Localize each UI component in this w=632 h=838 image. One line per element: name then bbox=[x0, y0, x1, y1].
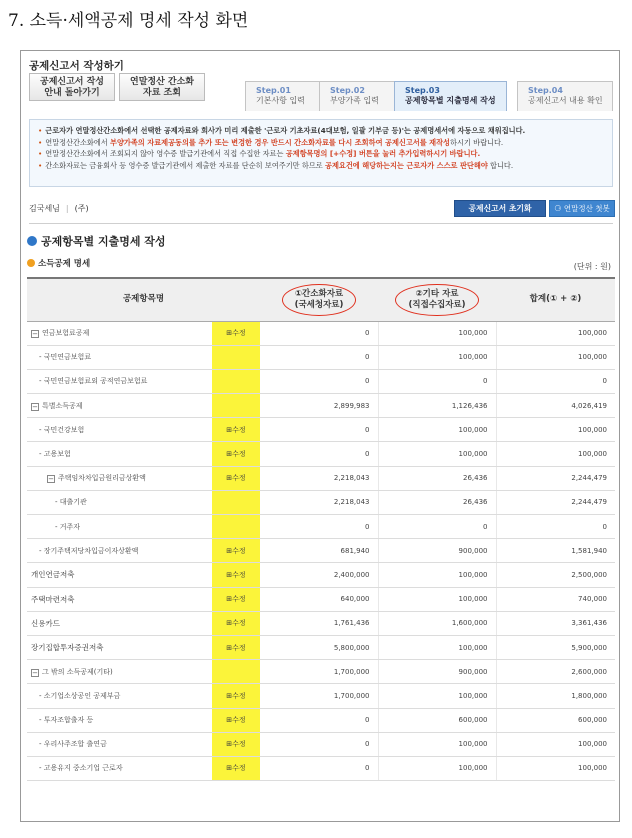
deduction-item-label: - 고용보험 bbox=[39, 450, 71, 459]
table-row bbox=[27, 684, 615, 708]
edit-cell bbox=[212, 660, 260, 684]
deduction-item-label: - 우리사주조합 출연금 bbox=[39, 740, 107, 749]
year-end-settlement-button[interactable] bbox=[549, 200, 615, 217]
guide-back-button[interactable] bbox=[29, 73, 115, 101]
collapse-icon[interactable]: − bbox=[32, 402, 38, 411]
edit-button[interactable]: ⊞수정 bbox=[226, 546, 246, 555]
guide-back-label-2: 안내 돌아가기 bbox=[44, 88, 100, 98]
simplified-query-label-1: 연말정산 간소화 bbox=[130, 77, 194, 87]
nts-amount: 0 bbox=[260, 732, 378, 756]
edit-cell bbox=[212, 563, 260, 587]
search-icon: ⚆ bbox=[554, 204, 562, 213]
edit-cell bbox=[212, 369, 260, 393]
table-header-row bbox=[27, 278, 615, 321]
total-amount: 2,500,000 bbox=[496, 563, 615, 587]
other-amount: 1,126,436 bbox=[378, 394, 496, 418]
notice-text: 합니다. bbox=[487, 160, 514, 170]
hometax-window bbox=[20, 50, 620, 822]
page-title: 공제신고서 작성하기 bbox=[29, 60, 124, 72]
header-other-data bbox=[378, 278, 496, 321]
nts-amount: 0 bbox=[260, 708, 378, 732]
nts-amount: 681,940 bbox=[260, 539, 378, 563]
notice-line: • 연말정산간소화에서 조회되지 않아 영수증 발급기관에서 직접 수집한 자료는 공제항목명의 [+수정] 버튼을 눌러 추가입력하시기 바랍니다. bbox=[38, 149, 481, 158]
total-amount: 740,000 bbox=[496, 587, 615, 611]
notice-emphasis: 부양가족의 자료제공동의를 추가 또는 변경한 경우 반드시 간소화자료를 다시 조회하여 공제신고서를 재작성 bbox=[110, 137, 451, 147]
deduction-item-label: - 고용유지 중소기업 근로자 bbox=[39, 764, 123, 773]
table-row bbox=[27, 394, 615, 418]
other-amount: 100,000 bbox=[378, 345, 496, 369]
notice-text: 연말정산간소화에서 조회되지 않아 영수증 발급기관에서 직접 수집한 자료는 bbox=[45, 149, 286, 158]
bullet-icon bbox=[27, 236, 37, 246]
table-row bbox=[27, 418, 615, 442]
total-amount: 1,581,940 bbox=[496, 539, 615, 563]
header-total: 합계(① + ②) bbox=[496, 278, 615, 321]
header-item-name: 공제항목명 bbox=[27, 278, 260, 321]
edit-button[interactable]: ⊞수정 bbox=[226, 450, 246, 459]
step-4-label: 공제신고서 내용 확인 bbox=[528, 96, 603, 105]
other-amount: 900,000 bbox=[378, 539, 496, 563]
table-row bbox=[27, 756, 615, 780]
total-amount: 4,026,419 bbox=[496, 394, 615, 418]
edit-cell bbox=[212, 490, 260, 514]
other-amount: 1,600,000 bbox=[378, 611, 496, 635]
edit-cell bbox=[212, 394, 260, 418]
table-row bbox=[27, 539, 615, 563]
step-1-label: 기본사항 입력 bbox=[256, 96, 305, 105]
section-title-text: 공제항목별 지출명세 작성 bbox=[41, 235, 166, 248]
notice-text: 하시기 바랍니다. bbox=[450, 137, 504, 147]
deduction-item-label: - 소기업소상공인 공제부금 bbox=[39, 691, 121, 700]
other-amount: 100,000 bbox=[378, 563, 496, 587]
total-amount: 100,000 bbox=[496, 418, 615, 442]
other-amount: 100,000 bbox=[378, 635, 496, 659]
edit-button[interactable]: ⊞수정 bbox=[226, 764, 246, 773]
table-row bbox=[27, 466, 615, 490]
divider bbox=[29, 223, 613, 224]
reset-form-button[interactable]: 공제신고서 초기화 bbox=[454, 200, 546, 217]
edit-cell bbox=[212, 442, 260, 466]
notice-text: 연말정산간소화에서 bbox=[45, 137, 111, 147]
deduction-item-name bbox=[27, 635, 212, 659]
edit-cell bbox=[212, 611, 260, 635]
nts-amount: 2,400,000 bbox=[260, 563, 378, 587]
notice-text: 근로자가 연말정산간소화에서 선택한 공제자료와 회사가 미리 제출한 '근로자 기초자료(4대보험, 일괄 기부금 등)'는 공제명세서에 자동으로 채워집니다. bbox=[45, 126, 526, 135]
edit-button[interactable]: ⊞수정 bbox=[226, 691, 246, 700]
deduction-item-name bbox=[27, 418, 212, 442]
nts-amount: 640,000 bbox=[260, 587, 378, 611]
step-tab-4[interactable] bbox=[517, 81, 613, 111]
deduction-item-label: - 장기주택저당차입금이자상환액 bbox=[39, 546, 139, 555]
simplified-data-query-button[interactable] bbox=[119, 73, 205, 101]
deduction-item-label: - 국민건강보험 bbox=[39, 425, 85, 434]
table-row bbox=[27, 442, 615, 466]
edit-button[interactable]: ⊞수정 bbox=[226, 740, 246, 749]
edit-button[interactable]: ⊞수정 bbox=[226, 595, 246, 604]
notice-text: 간소화자료는 금융회사 등 영수증 발급기관에서 제출한 자료를 단순히 보여주기만 하므로 bbox=[45, 160, 325, 170]
deduction-item-label: 특별소득공제 bbox=[42, 401, 83, 410]
other-amount: 100,000 bbox=[378, 321, 496, 345]
other-amount: 900,000 bbox=[378, 660, 496, 684]
edit-cell bbox=[212, 635, 260, 659]
table-row bbox=[27, 732, 615, 756]
edit-cell bbox=[212, 345, 260, 369]
other-amount: 100,000 bbox=[378, 756, 496, 780]
total-amount: 100,000 bbox=[496, 442, 615, 466]
total-amount: 2,244,479 bbox=[496, 466, 615, 490]
other-amount: 100,000 bbox=[378, 442, 496, 466]
nts-amount: 0 bbox=[260, 369, 378, 393]
total-amount: 100,000 bbox=[496, 732, 615, 756]
total-amount: 0 bbox=[496, 369, 615, 393]
nts-amount: 2,899,983 bbox=[260, 394, 378, 418]
notice-line: • 근로자가 연말정산간소화에서 선택한 공제자료와 회사가 미리 제출한 '근로자 기초자료(4대보험, 일괄 기부금 등)'는 공제명세서에 자동으로 채워집니다. bbox=[38, 126, 526, 135]
edit-button[interactable]: ⊞수정 bbox=[226, 570, 246, 579]
table-row bbox=[27, 369, 615, 393]
table-row bbox=[27, 660, 615, 684]
total-amount: 3,361,436 bbox=[496, 611, 615, 635]
edit-button[interactable]: ⊞수정 bbox=[226, 716, 246, 725]
user-info: 김국세님 | (주) bbox=[29, 204, 89, 213]
section-title bbox=[27, 233, 166, 249]
table-row bbox=[27, 345, 615, 369]
header-nts-line1: ①간소화자료 bbox=[294, 288, 344, 299]
collapse-icon[interactable]: − bbox=[48, 475, 54, 484]
total-amount: 2,600,000 bbox=[496, 660, 615, 684]
sub-title-text: 소득공제 명세 bbox=[38, 259, 91, 269]
sub-title bbox=[27, 257, 90, 269]
other-amount: 26,436 bbox=[378, 490, 496, 514]
user-company: (주) bbox=[74, 204, 89, 213]
deduction-item-name bbox=[27, 466, 212, 490]
deduction-item-label: 주택마련저축 bbox=[31, 594, 75, 604]
deduction-item-label: 연금보험료공제 bbox=[42, 329, 90, 338]
nts-amount: 1,761,436 bbox=[260, 611, 378, 635]
bullet-icon bbox=[27, 259, 35, 267]
edit-cell bbox=[212, 756, 260, 780]
table-row bbox=[27, 587, 615, 611]
deduction-item-label: 그 밖의 소득공제(기타) bbox=[42, 667, 113, 676]
deduction-item-name bbox=[27, 563, 212, 587]
step-tab-3[interactable] bbox=[394, 81, 507, 111]
edit-cell bbox=[212, 321, 260, 345]
header-nts-data bbox=[260, 278, 378, 321]
edit-button[interactable]: ⊞수정 bbox=[226, 329, 246, 338]
edit-cell bbox=[212, 515, 260, 539]
deduction-item-label: - 국민연금보험료 bbox=[39, 353, 92, 362]
notice-emphasis: 공제항목명의 [+수정] 버튼을 눌러 추가입력하시기 바랍니다. bbox=[285, 149, 481, 158]
deduction-item-label: - 거주자 bbox=[55, 522, 81, 531]
deduction-item-label: 장기집합투자증권저축 bbox=[31, 643, 104, 653]
guide-back-label-1: 공제신고서 작성 bbox=[40, 77, 104, 87]
nts-amount: 1,700,000 bbox=[260, 684, 378, 708]
deduction-item-name bbox=[27, 756, 212, 780]
total-amount: 100,000 bbox=[496, 345, 615, 369]
nts-amount: 0 bbox=[260, 321, 378, 345]
header-other-line1: ②기타 자료 bbox=[415, 288, 459, 299]
deduction-item-name bbox=[27, 345, 212, 369]
edit-button[interactable]: ⊞수정 bbox=[226, 474, 246, 483]
deduction-item-name bbox=[27, 515, 212, 539]
step-1-number: Step.01 bbox=[256, 86, 291, 95]
deduction-item-label: 신용카드 bbox=[31, 618, 60, 628]
header-nts-line2: (국세청자료) bbox=[294, 299, 344, 310]
deduction-item-label: 주택임차차입금원리금상환액 bbox=[58, 474, 146, 483]
deduction-item-name bbox=[27, 442, 212, 466]
edit-cell bbox=[212, 708, 260, 732]
step-2-label: 부양가족 입력 bbox=[330, 96, 379, 105]
deduction-item-name bbox=[27, 587, 212, 611]
edit-cell bbox=[212, 587, 260, 611]
step-4-number: Step.04 bbox=[528, 86, 563, 95]
nts-amount: 2,218,043 bbox=[260, 466, 378, 490]
deduction-item-name bbox=[27, 539, 212, 563]
table-row bbox=[27, 611, 615, 635]
total-amount: 600,000 bbox=[496, 708, 615, 732]
total-amount: 5,900,000 bbox=[496, 635, 615, 659]
deduction-item-label: - 국민연금보험료외 공적연금보험료 bbox=[39, 377, 148, 386]
notice-line: • 간소화자료는 금융회사 등 영수증 발급기관에서 제출한 자료를 단순히 보여주기만 하므로 공제요건에 해당하는지는 근로자가 스스로 판단해야 합니다. bbox=[38, 160, 514, 170]
deduction-item-name bbox=[27, 732, 212, 756]
ysj-button-label: 연말정산 첫봇 bbox=[563, 204, 610, 213]
other-amount: 100,000 bbox=[378, 418, 496, 442]
edit-cell bbox=[212, 466, 260, 490]
user-name: 김국세님 bbox=[29, 204, 60, 213]
notice-emphasis: 공제요건에 해당하는지는 근로자가 스스로 판단해야 bbox=[325, 160, 488, 170]
document-heading: 7. 소득·세액공제 명세 작성 화면 bbox=[8, 11, 249, 31]
deduction-item-name bbox=[27, 684, 212, 708]
header-nts-circle bbox=[282, 284, 357, 316]
collapse-icon[interactable]: − bbox=[32, 330, 38, 339]
deduction-item-label: 개인연금저축 bbox=[31, 570, 75, 580]
edit-cell bbox=[212, 732, 260, 756]
deduction-item-name bbox=[27, 394, 212, 418]
step-3-label: 공제항목별 지출명세 작성 bbox=[405, 96, 496, 105]
nts-amount: 0 bbox=[260, 418, 378, 442]
edit-button[interactable]: ⊞수정 bbox=[226, 425, 246, 434]
deduction-item-name bbox=[27, 611, 212, 635]
other-amount: 26,436 bbox=[378, 466, 496, 490]
deduction-item-label: - 대출기관 bbox=[55, 498, 87, 507]
nts-amount: 5,800,000 bbox=[260, 635, 378, 659]
edit-button[interactable]: ⊞수정 bbox=[226, 619, 246, 628]
deduction-item-label: - 투자조합출자 등 bbox=[39, 716, 94, 725]
header-other-line2: (직접수집자료) bbox=[408, 299, 466, 310]
edit-button[interactable]: ⊞수정 bbox=[226, 643, 246, 652]
other-amount: 100,000 bbox=[378, 684, 496, 708]
deduction-item-name bbox=[27, 321, 212, 345]
deduction-item-name bbox=[27, 490, 212, 514]
total-amount: 1,800,000 bbox=[496, 684, 615, 708]
deduction-table bbox=[27, 277, 615, 781]
table-row bbox=[27, 490, 615, 514]
notice-line: • 연말정산간소화에서 부양가족의 자료제공동의를 추가 또는 변경한 경우 반드시 간소화자료를 다시 조회하여 공제신고서를 재작성하시기 바랍니다. bbox=[38, 137, 504, 147]
table-row bbox=[27, 563, 615, 587]
nts-amount: 2,218,043 bbox=[260, 490, 378, 514]
nts-amount: 1,700,000 bbox=[260, 660, 378, 684]
deduction-item-name bbox=[27, 369, 212, 393]
simplified-query-label-2: 자료 조회 bbox=[143, 88, 181, 98]
header-other-circle bbox=[395, 284, 478, 316]
other-amount: 0 bbox=[378, 515, 496, 539]
table-row bbox=[27, 321, 615, 345]
other-amount: 0 bbox=[378, 369, 496, 393]
edit-cell bbox=[212, 539, 260, 563]
table-row bbox=[27, 708, 615, 732]
edit-cell bbox=[212, 418, 260, 442]
collapse-icon[interactable]: − bbox=[32, 668, 38, 677]
other-amount: 100,000 bbox=[378, 732, 496, 756]
nts-amount: 0 bbox=[260, 515, 378, 539]
nts-amount: 0 bbox=[260, 756, 378, 780]
deduction-item-name bbox=[27, 708, 212, 732]
total-amount: 100,000 bbox=[496, 756, 615, 780]
nts-amount: 0 bbox=[260, 442, 378, 466]
table-row bbox=[27, 515, 615, 539]
edit-cell bbox=[212, 684, 260, 708]
step-3-number: Step.03 bbox=[405, 86, 440, 95]
unit-label: (단위 : 원) bbox=[573, 262, 611, 271]
other-amount: 600,000 bbox=[378, 708, 496, 732]
nts-amount: 0 bbox=[260, 345, 378, 369]
total-amount: 0 bbox=[496, 515, 615, 539]
notice-box bbox=[29, 119, 613, 187]
deduction-item-name bbox=[27, 660, 212, 684]
other-amount: 100,000 bbox=[378, 587, 496, 611]
total-amount: 2,244,479 bbox=[496, 490, 615, 514]
total-amount: 100,000 bbox=[496, 321, 615, 345]
step-2-number: Step.02 bbox=[330, 86, 365, 95]
table-row bbox=[27, 635, 615, 659]
